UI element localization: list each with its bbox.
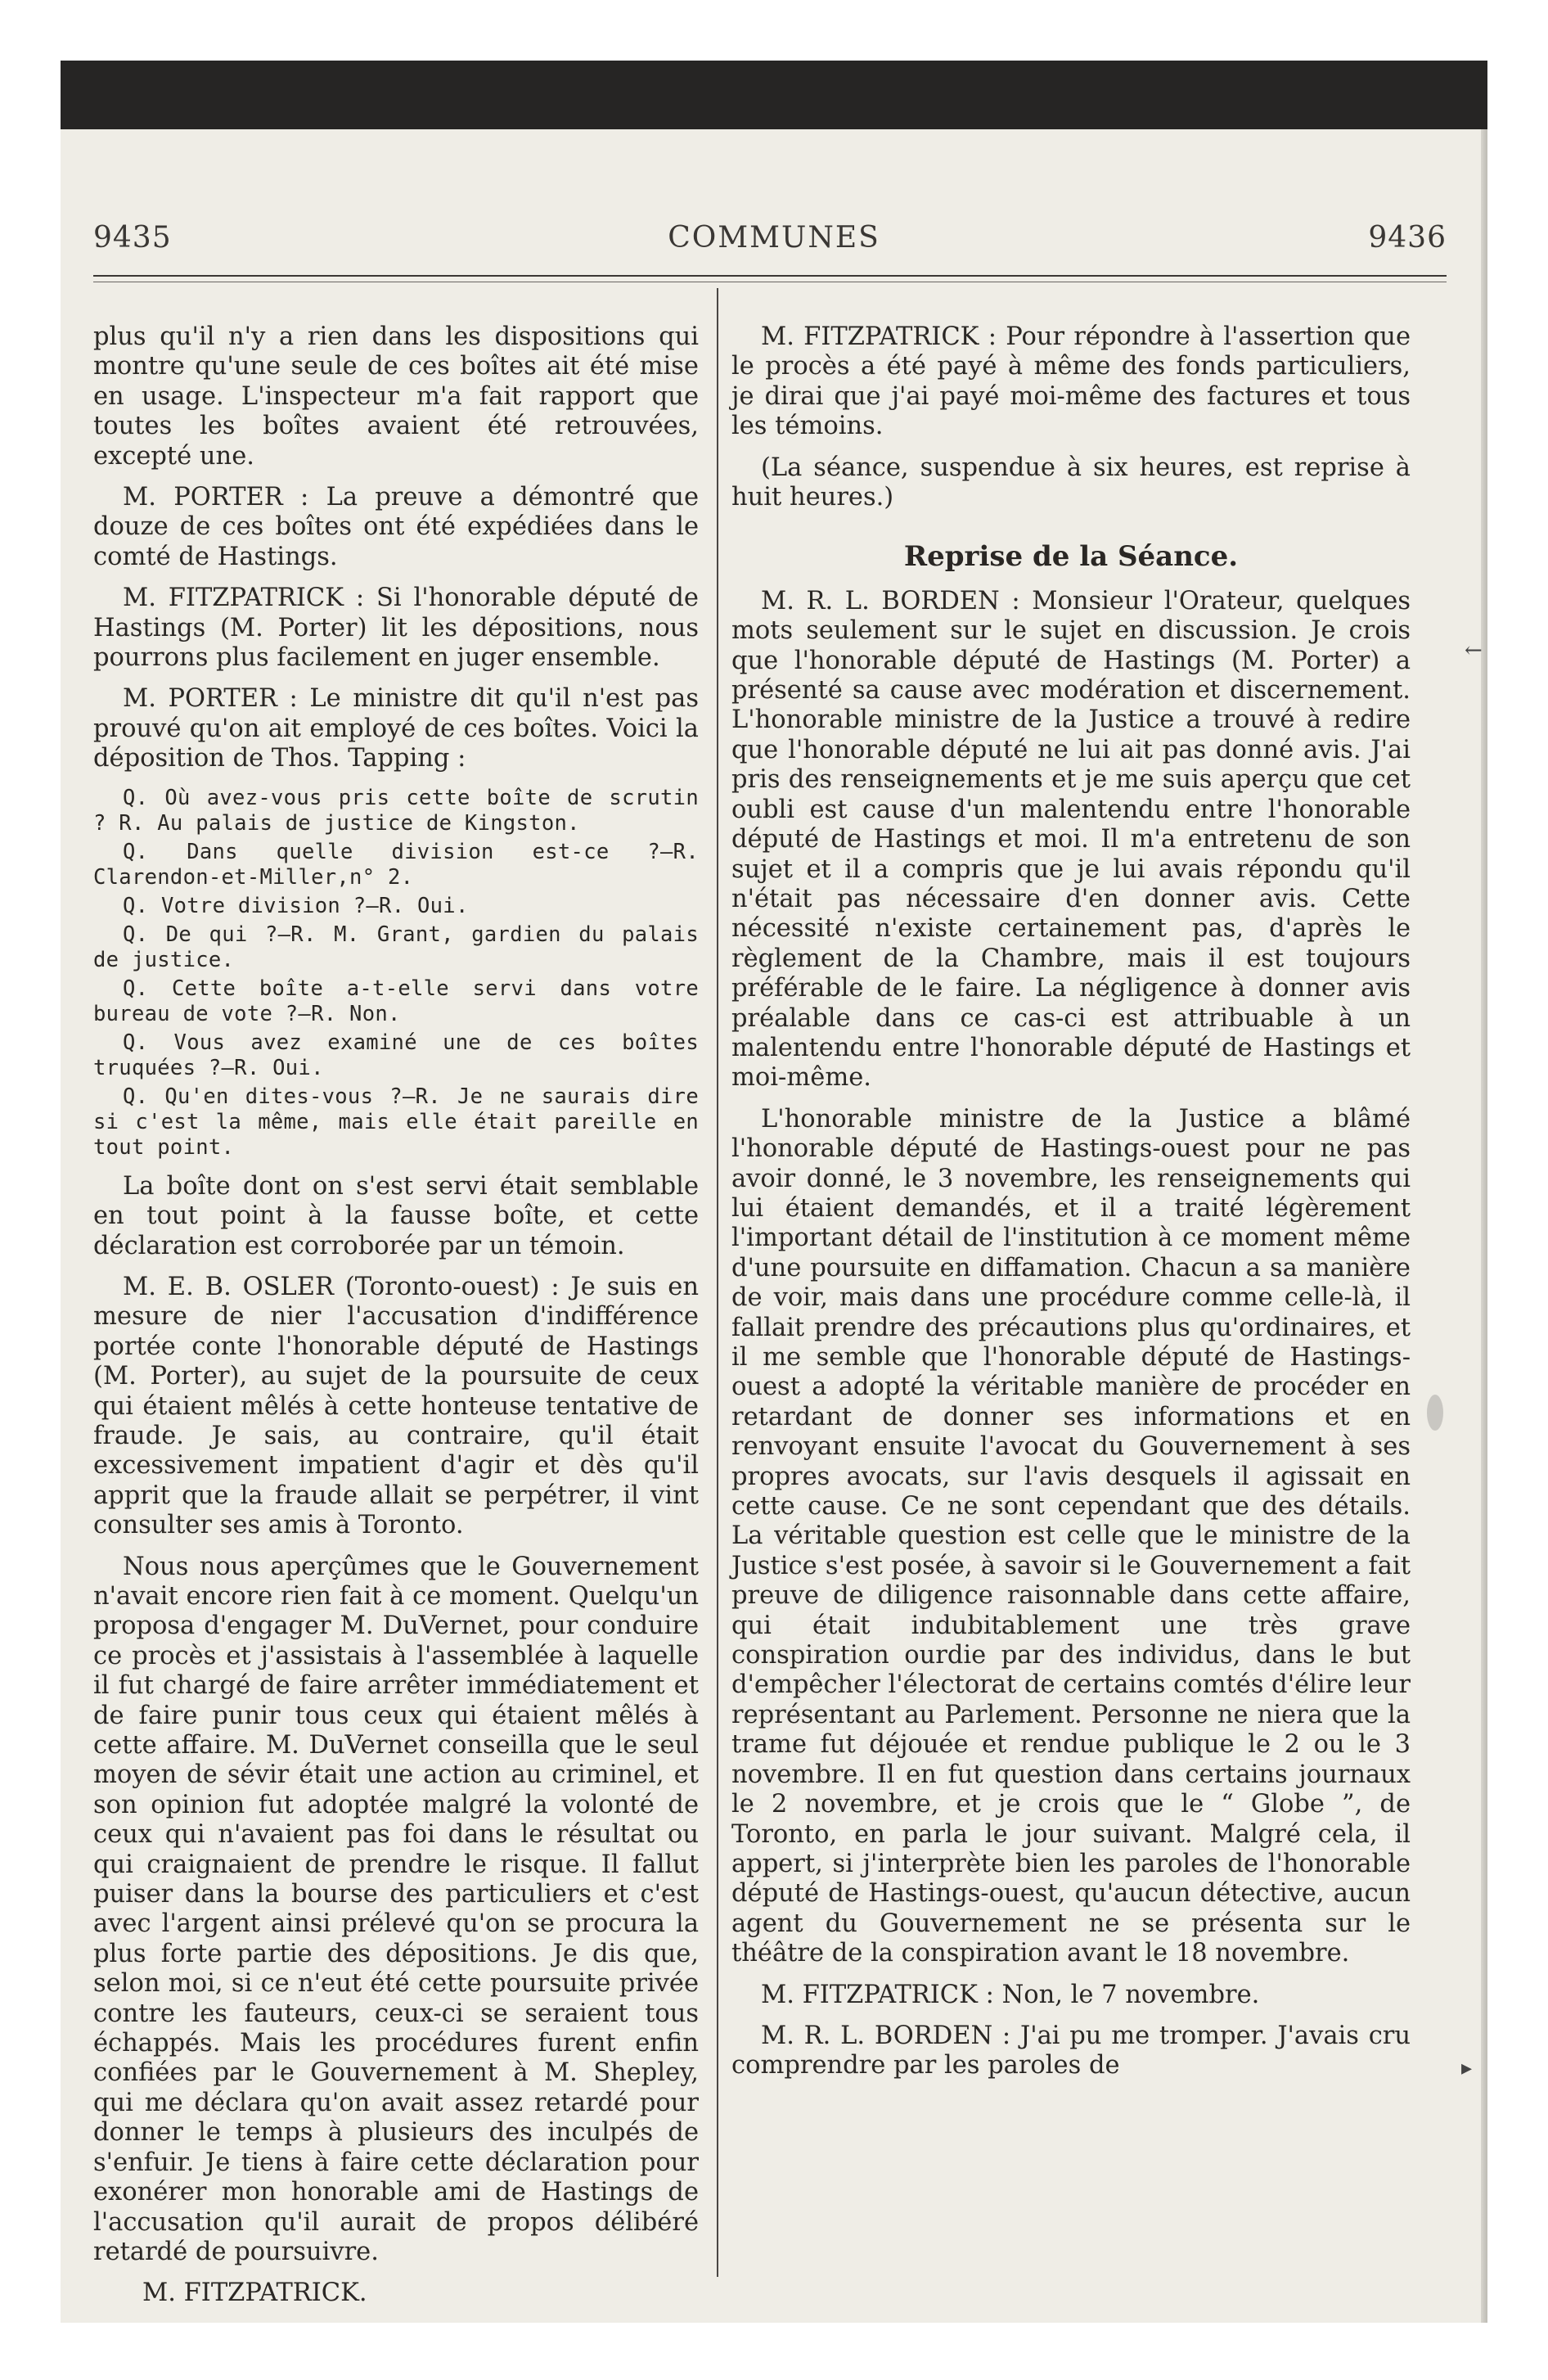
- document-page: [61, 129, 1487, 2323]
- paragraph: M. E. B. OSLER (Toronto-ouest) : Je suis en mesure de nier l'accusation d'indifférence portée conte l'honorable député de Hastings (M. Porter), au sujet de la poursuite de ceux qui étaient mêlés à cette honteuse tentative de fraude. Je sais, au contraire, qu'il était excessivement impatient d'agir et dès qu'il apprit que la fraude allait se perpétrer, il vint consulter ses amis à Toronto.: [93, 1272, 699, 1540]
- paragraph: M. R. L. BORDEN : Monsieur l'Orateur, quelques mots seulement sur le sujet en discussion. Je crois que l'honorable député de Hastings (M. Porter) a présenté sa cause avec modération et discernement. L'honorable ministre de la Justice a trouvé à redire que l'honorable député ne lui ait pas donné avis. J'ai pris des renseignements et je me suis aperçu que cet oubli est cause d'un malentendu entre l'honorable député de Hastings et moi. Il m'a entretenu de son sujet et il a compris que je lui avais répondu qu'il n'était pas nécessaire d'en donner avis. Cette nécessité n'existe certainement pas, d'après le règlement de la Chambre, mais il est toujours préférable de le faire. La négligence à donner avis préalable dans ce cas-ci est attribuable à un malentendu entre l'honorable député de Hastings et moi-même.: [731, 586, 1411, 1093]
- section-heading: Reprise de la Séance.: [903, 540, 1239, 574]
- paragraph: La boîte dont on s'est servi était semblable en tout point à la fausse boîte, et cette déclaration est corroborée par un témoin.: [93, 1171, 699, 1260]
- paragraph: L'honorable ministre de la Justice a blâmé l'honorable député de Hastings-ouest pour ne pas avoir donné, le 3 novembre, les renseignements qui lui étaient demandés, et il a traité légèrement l'important détail de l'institution à ce moment même d'une poursuite en diffamation. Chacun a sa manière de voir, mais dans une procédure comme celle-là, il fallait prendre des précautions plus qu'ordinaires, et il me semble que l'honorable député de Hastings-ouest a adopté la véritable manière de procéder en retardant de donner ses informations et en renvoyant ensuite l'avocat du Gouvernement à ses propres avocats, sur l'avis desquels il agissait en cette cause. Ce ne sont cependant que des détails. La véritable question est celle que le ministre de la Justice s'est posée, à savoir si le Gouvernement a fait preuve de diligence raisonnable dans cette affaire, qui était indubitablement une très grave conspiration ourdie par des individus, dans le but d'empêcher l'électorat de certains comtés d'élire leur représentant au Parlement. Personne ne niera que la trame fut déjouée et rendue publique le 2 ou le 3 novembre. Il en fut question dans certains journaux le 2 novembre, et je crois que le “ Globe ”, de Toronto, en parla le jour suivant. Malgré cela, il appert, si j'interprète bien les paroles de l'honorable député de Hastings-ouest, qu'aucun détective, aucun agent du Gouvernement ne se présenta sur le théâtre de la conspiration avant le 18 novembre.: [731, 1104, 1411, 1968]
- paragraph: M. PORTER : La preuve a démontré que douze de ces boîtes ont été expédiées dans le comté de Hastings.: [93, 483, 699, 571]
- right-column: [731, 322, 1411, 2093]
- running-title: COMMUNES: [668, 221, 880, 255]
- margin-arrow-icon: ▸: [1461, 2056, 1473, 2080]
- header-rule: [93, 275, 1447, 277]
- testimony-line: Q. Vous avez examiné une de ces boîtes truquées ?—R. Oui.: [93, 1030, 699, 1080]
- testimony-line: Q. De qui ?—R. M. Grant, gardien du palais de justice.: [93, 922, 699, 972]
- page-edge: [1481, 129, 1487, 2323]
- margin-smudge: [1427, 1395, 1443, 1431]
- speaker-catchword: M. FITZPATRICK.: [142, 2279, 367, 2308]
- paragraph: M. FITZPATRICK : Non, le 7 novembre.: [761, 1980, 1260, 2009]
- page-number-left: 9435: [93, 221, 172, 255]
- scan-border: [61, 61, 1487, 129]
- paragraph: M. FITZPATRICK : Si l'honorable député de Hastings (M. Porter) lit les dépositions, nous pourrons plus facilement en juger ensemble.: [93, 584, 699, 673]
- column-divider: [717, 288, 718, 2277]
- paragraph: M. R. L. BORDEN : J'ai pu me tromper. J'avais cru comprendre par les paroles de: [731, 2021, 1411, 2080]
- paragraph: M. FITZPATRICK : Pour répondre à l'assertion que le procès a été payé à même des fonds particuliers, je dirai que j'ai payé moi-même des factures et tous les témoins.: [731, 322, 1411, 441]
- paragraph: plus qu'il n'y a rien dans les dispositions qui montre qu'une seule de ces boîtes ait été mise en usage. L'inspecteur m'a fait rapport que toutes les boîtes avaient été retrouvées, excepté une.: [93, 322, 699, 471]
- margin-arrow-icon: ←: [1465, 638, 1483, 663]
- paragraph: Nous nous aperçûmes que le Gouvernement n'avait encore rien fait à ce moment. Quelqu'un proposa d'engager M. DuVernet, pour conduire ce procès et j'assistais à l'assemblée à laquelle il fut chargé de faire arrêter immédiatement et de faire punir tous ceux qui étaient mêlés à cette affaire. M. DuVernet conseilla que le seul moyen de sévir était une action au criminel, et son opinion fut adoptée malgré la volonté de ceux qui n'avaient pas foi dans le résultat ou qui craignaient de prendre le risque. Il fallut puiser dans la bourse des particuliers et c'est avec l'argent ainsi prélevé qu'on se procura la plus forte partie des dépositions. Je dis que, selon moi, si ce n'eut été cette poursuite privée contre les fauteurs, ceux-ci se seraient tous échappés. Mais les procédures furent enfin confiées par le Gouvernement à M. Shepley, qui me déclara qu'on avait assez retardé pour donner le temps à plusieurs des inculpés de s'enfuir. Je tiens à faire cette déclaration pour exonérer mon honorable ami de Hastings de l'accusation qu'il aurait de propos délibéré retardé de poursuivre.: [93, 1552, 699, 2266]
- left-column: [93, 322, 699, 2320]
- testimony-line: Q. Votre division ?—R. Oui.: [123, 893, 469, 918]
- page-number-right: 9436: [1368, 221, 1447, 255]
- testimony-line: Q. Où avez-vous pris cette boîte de scrutin ? R. Au palais de justice de Kingston.: [93, 785, 699, 836]
- testimony-line: Q. Qu'en dites-vous ?—R. Je ne saurais dire si c'est la même, mais elle était pareille en tout point.: [93, 1084, 699, 1160]
- paragraph: (La séance, suspendue à six heures, est reprise à huit heures.): [731, 453, 1411, 512]
- testimony-line: Q. Dans quelle division est-ce ?—R. Clarendon-et-Miller,n° 2.: [93, 839, 699, 890]
- paragraph: M. PORTER : Le ministre dit qu'il n'est pas prouvé qu'on ait employé de ces boîtes. Voici la déposition de Thos. Tapping :: [93, 684, 699, 773]
- testimony-line: Q. Cette boîte a-t-elle servi dans votre bureau de vote ?—R. Non.: [93, 976, 699, 1026]
